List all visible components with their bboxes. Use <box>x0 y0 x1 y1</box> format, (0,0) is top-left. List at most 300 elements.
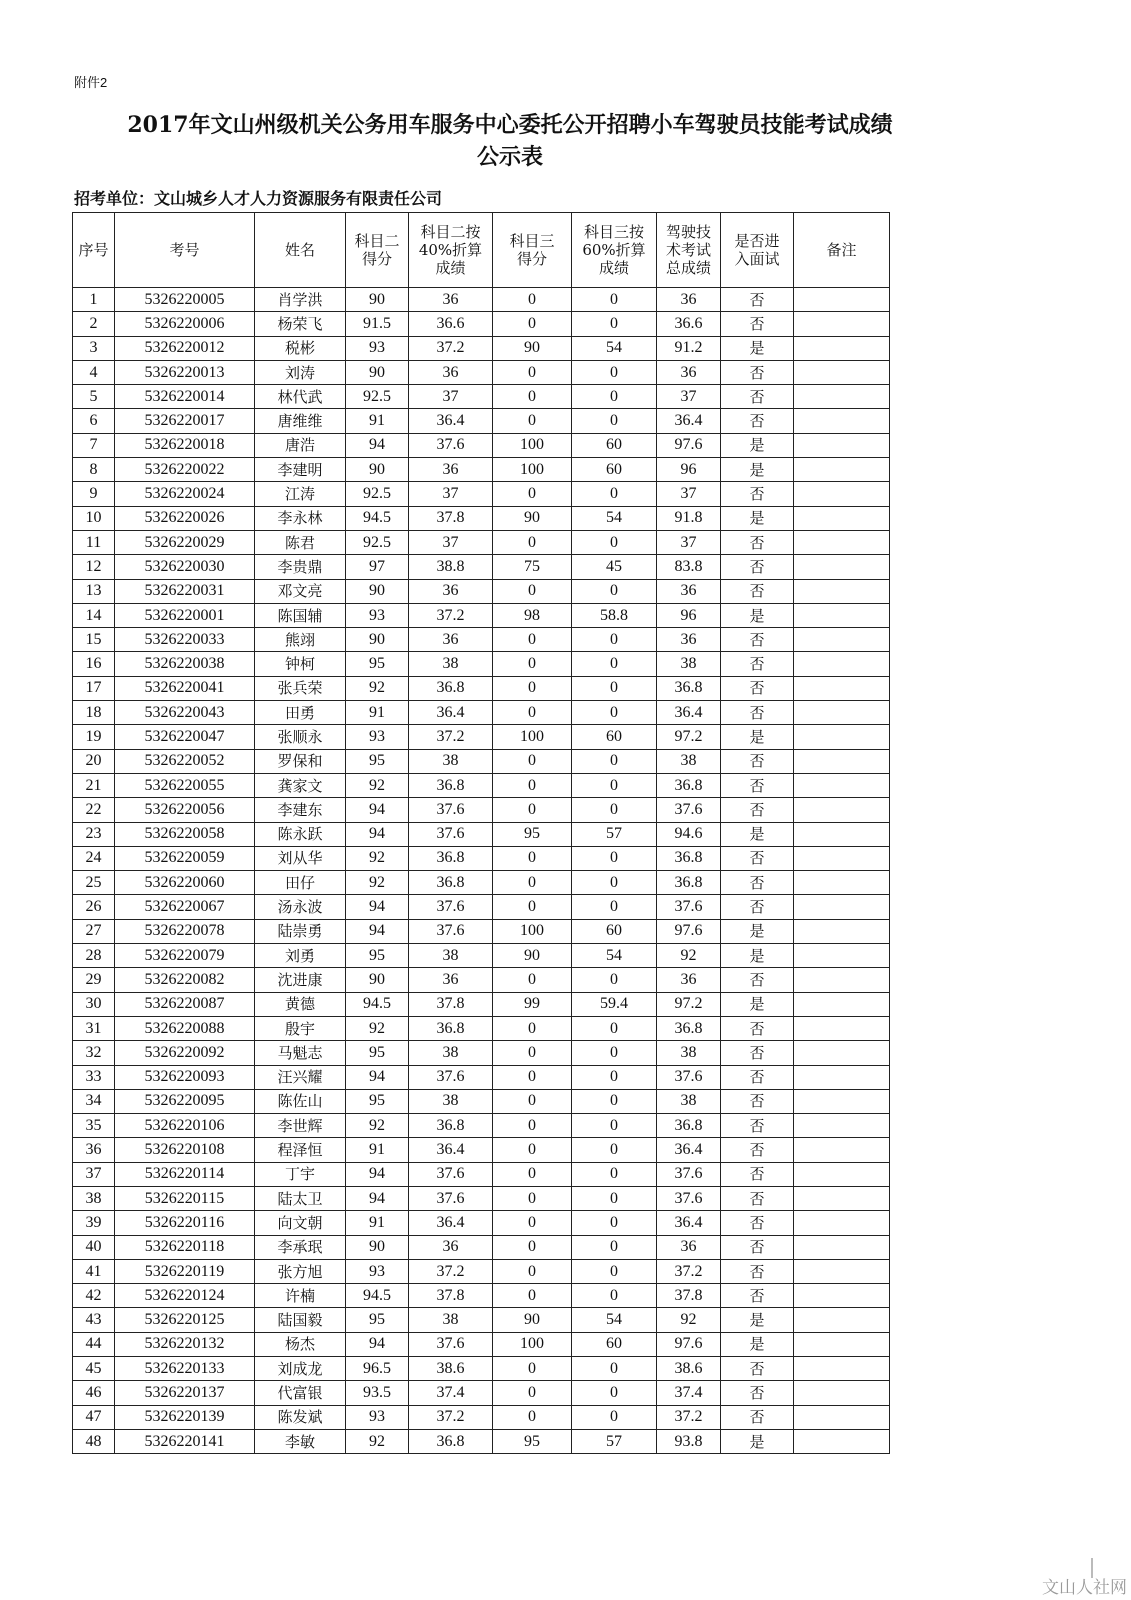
cell-exam-id: 5326220055 <box>115 773 255 797</box>
cell-subject3-score: 0 <box>493 1114 572 1138</box>
cell-interview: 否 <box>721 1211 794 1235</box>
cell-index: 18 <box>73 701 115 725</box>
cell-name: 李承珉 <box>255 1235 346 1259</box>
cell-subject3-weighted: 0 <box>572 1065 657 1089</box>
cell-index: 42 <box>73 1284 115 1308</box>
cell-subject2-weighted: 36.8 <box>409 773 493 797</box>
cell-interview: 否 <box>721 312 794 336</box>
table-row <box>73 992 890 1016</box>
cell-remarks <box>794 1381 890 1405</box>
cell-remarks <box>794 1284 890 1308</box>
header-subject2-score <box>346 213 409 288</box>
cell-interview: 是 <box>721 336 794 360</box>
cell-remarks <box>794 1162 890 1186</box>
cell-name: 黄德 <box>255 992 346 1016</box>
cell-interview: 是 <box>721 458 794 482</box>
cell-subject3-score: 0 <box>493 530 572 554</box>
cell-exam-id: 5326220026 <box>115 506 255 530</box>
cell-subject3-weighted: 0 <box>572 530 657 554</box>
cell-subject3-weighted: 60 <box>572 458 657 482</box>
cell-subject3-score: 0 <box>493 1211 572 1235</box>
cell-name: 龚家文 <box>255 773 346 797</box>
cell-total-score: 83.8 <box>657 555 721 579</box>
cell-subject2-weighted: 36 <box>409 1235 493 1259</box>
cell-subject2-score: 95 <box>346 652 409 676</box>
cell-subject3-weighted: 57 <box>572 1429 657 1453</box>
header-subject3-score <box>493 213 572 288</box>
cell-subject3-score: 100 <box>493 433 572 457</box>
cell-subject2-score: 90 <box>346 360 409 384</box>
document-subtitle: 公示表 <box>476 144 543 170</box>
table-row <box>73 773 890 797</box>
table-row <box>73 1405 890 1429</box>
cell-subject3-score: 0 <box>493 360 572 384</box>
cell-name: 陈永跃 <box>255 822 346 846</box>
cell-remarks <box>794 1089 890 1113</box>
cell-index: 44 <box>73 1332 115 1356</box>
cell-subject3-score: 98 <box>493 603 572 627</box>
cell-subject2-weighted: 36 <box>409 628 493 652</box>
cell-index: 26 <box>73 895 115 919</box>
cell-subject2-weighted: 38 <box>409 749 493 773</box>
cell-subject3-score: 0 <box>493 288 572 312</box>
attachment-label: 附件2 <box>74 75 108 90</box>
cell-index: 30 <box>73 992 115 1016</box>
cell-subject3-score: 99 <box>493 992 572 1016</box>
cell-subject2-weighted: 38.6 <box>409 1357 493 1381</box>
cell-remarks <box>794 822 890 846</box>
cell-index: 27 <box>73 919 115 943</box>
cell-index: 28 <box>73 944 115 968</box>
cell-subject3-score: 90 <box>493 1308 572 1332</box>
cell-subject2-score: 95 <box>346 944 409 968</box>
header-label: 科目二按40%折算成绩 <box>418 223 483 277</box>
cell-total-score: 37.6 <box>657 1065 721 1089</box>
header-label: 科目三得分 <box>509 232 555 268</box>
cell-subject2-weighted: 36.8 <box>409 1429 493 1453</box>
cell-remarks <box>794 798 890 822</box>
watermark: 文山人社网 <box>1042 1578 1127 1598</box>
cell-index: 4 <box>73 360 115 384</box>
cell-interview: 否 <box>721 555 794 579</box>
cell-subject3-weighted: 0 <box>572 385 657 409</box>
cell-subject2-weighted: 37.2 <box>409 1259 493 1283</box>
cell-exam-id: 5326220118 <box>115 1235 255 1259</box>
table-row <box>73 1041 890 1065</box>
cell-subject3-weighted: 0 <box>572 1138 657 1162</box>
cell-index: 14 <box>73 603 115 627</box>
cell-subject3-score: 0 <box>493 1065 572 1089</box>
cell-subject3-weighted: 0 <box>572 1235 657 1259</box>
cell-interview: 否 <box>721 1138 794 1162</box>
table-row <box>73 1162 890 1186</box>
cell-subject2-weighted: 37.8 <box>409 1284 493 1308</box>
cell-name: 张兵荣 <box>255 676 346 700</box>
cell-remarks <box>794 773 890 797</box>
cell-subject2-score: 97 <box>346 555 409 579</box>
cell-subject2-weighted: 38 <box>409 944 493 968</box>
cell-subject3-score: 0 <box>493 628 572 652</box>
cell-subject2-weighted: 37.4 <box>409 1381 493 1405</box>
cell-subject2-score: 95 <box>346 749 409 773</box>
cell-remarks <box>794 482 890 506</box>
cell-interview: 否 <box>721 1065 794 1089</box>
cell-subject2-score: 93 <box>346 603 409 627</box>
cell-total-score: 37.6 <box>657 895 721 919</box>
cell-subject3-weighted: 0 <box>572 1259 657 1283</box>
cell-name: 刘从华 <box>255 846 346 870</box>
cell-subject2-weighted: 37 <box>409 385 493 409</box>
cell-exam-id: 5326220106 <box>115 1114 255 1138</box>
cell-total-score: 36.8 <box>657 1114 721 1138</box>
cell-interview: 否 <box>721 409 794 433</box>
cell-remarks <box>794 409 890 433</box>
table-row <box>73 725 890 749</box>
cell-subject3-score: 0 <box>493 1186 572 1210</box>
cell-index: 17 <box>73 676 115 700</box>
cell-subject3-weighted: 0 <box>572 1162 657 1186</box>
cell-total-score: 36.4 <box>657 1138 721 1162</box>
cell-total-score: 36.4 <box>657 409 721 433</box>
cell-subject3-score: 100 <box>493 919 572 943</box>
table-row <box>73 676 890 700</box>
cell-index: 16 <box>73 652 115 676</box>
cell-exam-id: 5326220001 <box>115 603 255 627</box>
cell-name: 陆国毅 <box>255 1308 346 1332</box>
cell-index: 2 <box>73 312 115 336</box>
cell-subject3-score: 0 <box>493 676 572 700</box>
cell-total-score: 36.8 <box>657 871 721 895</box>
table-row <box>73 944 890 968</box>
cell-remarks <box>794 336 890 360</box>
cell-subject3-score: 0 <box>493 579 572 603</box>
cell-name: 李贵鼎 <box>255 555 346 579</box>
cell-interview: 否 <box>721 846 794 870</box>
cell-subject2-score: 91 <box>346 1211 409 1235</box>
cell-exam-id: 5326220059 <box>115 846 255 870</box>
cell-total-score: 96 <box>657 603 721 627</box>
cell-exam-id: 5326220139 <box>115 1405 255 1429</box>
cell-exam-id: 5326220047 <box>115 725 255 749</box>
cell-subject3-weighted: 0 <box>572 701 657 725</box>
cell-subject2-score: 91 <box>346 409 409 433</box>
cell-index: 38 <box>73 1186 115 1210</box>
header-exam-id <box>115 213 255 288</box>
cell-total-score: 37.6 <box>657 1186 721 1210</box>
cell-subject2-score: 92 <box>346 1114 409 1138</box>
cell-name: 税彬 <box>255 336 346 360</box>
cell-subject2-weighted: 38.8 <box>409 555 493 579</box>
cell-subject2-score: 92 <box>346 773 409 797</box>
cell-name: 汪兴耀 <box>255 1065 346 1089</box>
cell-name: 陆太卫 <box>255 1186 346 1210</box>
cell-subject2-score: 90 <box>346 288 409 312</box>
cell-total-score: 38 <box>657 1041 721 1065</box>
cell-subject2-score: 90 <box>346 628 409 652</box>
cell-exam-id: 5326220124 <box>115 1284 255 1308</box>
cell-total-score: 92 <box>657 1308 721 1332</box>
cell-interview: 是 <box>721 1332 794 1356</box>
cell-exam-id: 5326220092 <box>115 1041 255 1065</box>
cell-interview: 是 <box>721 433 794 457</box>
table-row <box>73 798 890 822</box>
cell-subject2-weighted: 36 <box>409 288 493 312</box>
header-label: 姓名 <box>284 241 315 259</box>
header-label: 科目二得分 <box>354 232 400 268</box>
cell-total-score: 36.8 <box>657 1016 721 1040</box>
cell-name: 唐浩 <box>255 433 346 457</box>
cell-remarks <box>794 1186 890 1210</box>
cell-index: 12 <box>73 555 115 579</box>
header-label: 是否进入面试 <box>734 232 780 268</box>
table-row <box>73 1211 890 1235</box>
cell-total-score: 36.6 <box>657 312 721 336</box>
cell-subject2-score: 92 <box>346 1429 409 1453</box>
cell-index: 21 <box>73 773 115 797</box>
cell-interview: 否 <box>721 773 794 797</box>
table-row <box>73 1138 890 1162</box>
table-row <box>73 1308 890 1332</box>
cell-subject3-score: 75 <box>493 555 572 579</box>
cell-remarks <box>794 555 890 579</box>
cell-remarks <box>794 1065 890 1089</box>
cell-total-score: 97.6 <box>657 433 721 457</box>
cell-index: 47 <box>73 1405 115 1429</box>
cell-subject3-weighted: 0 <box>572 1114 657 1138</box>
cell-subject3-weighted: 60 <box>572 433 657 457</box>
cell-subject2-score: 93 <box>346 336 409 360</box>
cell-subject2-score: 94.5 <box>346 992 409 1016</box>
cell-exam-id: 5326220093 <box>115 1065 255 1089</box>
cell-index: 39 <box>73 1211 115 1235</box>
cell-subject2-weighted: 37.8 <box>409 506 493 530</box>
cell-subject2-score: 94 <box>346 895 409 919</box>
cell-name: 向文朝 <box>255 1211 346 1235</box>
cell-subject3-weighted: 0 <box>572 1381 657 1405</box>
cell-name: 李建东 <box>255 798 346 822</box>
cell-subject3-score: 0 <box>493 1405 572 1429</box>
cell-total-score: 38 <box>657 749 721 773</box>
cell-subject2-score: 96.5 <box>346 1357 409 1381</box>
table-row <box>73 968 890 992</box>
cell-index: 36 <box>73 1138 115 1162</box>
cell-subject2-score: 92.5 <box>346 530 409 554</box>
cell-interview: 是 <box>721 1308 794 1332</box>
cell-total-score: 97.6 <box>657 1332 721 1356</box>
cell-subject3-weighted: 0 <box>572 871 657 895</box>
cell-subject3-weighted: 0 <box>572 288 657 312</box>
cell-subject2-weighted: 37.2 <box>409 336 493 360</box>
table-row <box>73 506 890 530</box>
cell-subject2-weighted: 38 <box>409 1089 493 1113</box>
cell-subject3-weighted: 0 <box>572 895 657 919</box>
cell-interview: 否 <box>721 1089 794 1113</box>
cell-subject3-score: 90 <box>493 336 572 360</box>
cell-index: 20 <box>73 749 115 773</box>
cell-remarks <box>794 458 890 482</box>
cell-index: 43 <box>73 1308 115 1332</box>
cell-interview: 是 <box>721 822 794 846</box>
cell-subject3-weighted: 0 <box>572 1284 657 1308</box>
cell-name: 江涛 <box>255 482 346 506</box>
cell-subject3-score: 0 <box>493 652 572 676</box>
cell-subject3-weighted: 0 <box>572 676 657 700</box>
cell-subject3-weighted: 0 <box>572 1041 657 1065</box>
table-row <box>73 409 890 433</box>
cell-interview: 否 <box>721 579 794 603</box>
cell-subject2-weighted: 37.6 <box>409 433 493 457</box>
cell-subject2-weighted: 38 <box>409 1041 493 1065</box>
cell-exam-id: 5326220108 <box>115 1138 255 1162</box>
header-remarks <box>794 213 890 288</box>
cell-remarks <box>794 968 890 992</box>
cell-exam-id: 5326220115 <box>115 1186 255 1210</box>
cell-index: 11 <box>73 530 115 554</box>
cell-remarks <box>794 676 890 700</box>
cell-subject2-score: 91 <box>346 701 409 725</box>
cell-subject2-score: 95 <box>346 1089 409 1113</box>
cell-subject3-weighted: 0 <box>572 652 657 676</box>
cell-subject3-weighted: 0 <box>572 1211 657 1235</box>
cell-total-score: 97.2 <box>657 992 721 1016</box>
cell-total-score: 36.8 <box>657 846 721 870</box>
cell-subject2-score: 91 <box>346 1138 409 1162</box>
cell-exam-id: 5326220022 <box>115 458 255 482</box>
cell-remarks <box>794 530 890 554</box>
table-row <box>73 652 890 676</box>
cell-index: 35 <box>73 1114 115 1138</box>
cell-interview: 否 <box>721 1186 794 1210</box>
table-row <box>73 1357 890 1381</box>
cell-exam-id: 5326220013 <box>115 360 255 384</box>
cell-index: 5 <box>73 385 115 409</box>
cell-exam-id: 5326220038 <box>115 652 255 676</box>
cell-name: 田仔 <box>255 871 346 895</box>
cell-subject2-score: 90 <box>346 968 409 992</box>
header-label: 序号 <box>78 241 109 259</box>
header-total-score <box>657 213 721 288</box>
cell-index: 19 <box>73 725 115 749</box>
header-name <box>255 213 346 288</box>
cell-subject3-weighted: 0 <box>572 579 657 603</box>
cell-remarks <box>794 1259 890 1283</box>
cell-subject2-weighted: 37.6 <box>409 822 493 846</box>
cell-subject3-weighted: 45 <box>572 555 657 579</box>
cell-exam-id: 5326220043 <box>115 701 255 725</box>
cell-exam-id: 5326220088 <box>115 1016 255 1040</box>
cell-subject2-score: 90 <box>346 579 409 603</box>
cell-remarks <box>794 652 890 676</box>
cell-name: 罗保和 <box>255 749 346 773</box>
cell-exam-id: 5326220033 <box>115 628 255 652</box>
cell-subject2-score: 94.5 <box>346 506 409 530</box>
cell-name: 杨杰 <box>255 1332 346 1356</box>
table-row <box>73 628 890 652</box>
cell-subject3-score: 0 <box>493 846 572 870</box>
cell-index: 31 <box>73 1016 115 1040</box>
cell-index: 22 <box>73 798 115 822</box>
cell-subject2-weighted: 37.2 <box>409 1405 493 1429</box>
cell-index: 34 <box>73 1089 115 1113</box>
cell-subject3-weighted: 60 <box>572 1332 657 1356</box>
cell-subject3-score: 0 <box>493 1016 572 1040</box>
cell-subject3-score: 0 <box>493 1284 572 1308</box>
cell-remarks <box>794 1016 890 1040</box>
cell-name: 肖学洪 <box>255 288 346 312</box>
cell-subject3-score: 0 <box>493 1138 572 1162</box>
cell-subject3-weighted: 0 <box>572 773 657 797</box>
cell-subject3-score: 95 <box>493 1429 572 1453</box>
cell-index: 40 <box>73 1235 115 1259</box>
cell-subject2-weighted: 37.2 <box>409 603 493 627</box>
cell-subject3-score: 100 <box>493 458 572 482</box>
cell-exam-id: 5326220005 <box>115 288 255 312</box>
cell-subject3-score: 95 <box>493 822 572 846</box>
cell-subject2-weighted: 36.8 <box>409 871 493 895</box>
cell-total-score: 38.6 <box>657 1357 721 1381</box>
table-row <box>73 1114 890 1138</box>
cell-index: 24 <box>73 846 115 870</box>
cell-total-score: 37.6 <box>657 798 721 822</box>
table-header-row <box>73 213 890 288</box>
cell-interview: 否 <box>721 1235 794 1259</box>
cell-subject3-score: 0 <box>493 482 572 506</box>
cell-name: 程泽恒 <box>255 1138 346 1162</box>
table-row <box>73 1235 890 1259</box>
cell-index: 8 <box>73 458 115 482</box>
cell-subject2-weighted: 37 <box>409 482 493 506</box>
table-row <box>73 1186 890 1210</box>
table-row <box>73 822 890 846</box>
cell-subject2-score: 92 <box>346 1016 409 1040</box>
cell-name: 邓文亮 <box>255 579 346 603</box>
cell-total-score: 91.8 <box>657 506 721 530</box>
cell-subject3-weighted: 0 <box>572 409 657 433</box>
cell-name: 刘涛 <box>255 360 346 384</box>
cell-exam-id: 5326220017 <box>115 409 255 433</box>
cell-exam-id: 5326220119 <box>115 1259 255 1283</box>
cell-subject2-score: 92.5 <box>346 482 409 506</box>
cell-exam-id: 5326220079 <box>115 944 255 968</box>
cell-subject3-score: 90 <box>493 506 572 530</box>
cell-exam-id: 5326220041 <box>115 676 255 700</box>
table-row <box>73 1332 890 1356</box>
cell-remarks <box>794 1429 890 1453</box>
cell-name: 张顺永 <box>255 725 346 749</box>
cell-exam-id: 5326220087 <box>115 992 255 1016</box>
cell-subject2-weighted: 37 <box>409 530 493 554</box>
cell-total-score: 36.4 <box>657 1211 721 1235</box>
cell-total-score: 94.6 <box>657 822 721 846</box>
cell-name: 张方旭 <box>255 1259 346 1283</box>
cell-subject2-weighted: 36 <box>409 579 493 603</box>
cell-interview: 是 <box>721 944 794 968</box>
table-row <box>73 433 890 457</box>
cell-total-score: 91.2 <box>657 336 721 360</box>
table-row <box>73 1259 890 1283</box>
cell-subject2-weighted: 38 <box>409 1308 493 1332</box>
cell-name: 钟柯 <box>255 652 346 676</box>
cell-name: 沈进康 <box>255 968 346 992</box>
cell-exam-id: 5326220082 <box>115 968 255 992</box>
cell-subject2-score: 93 <box>346 725 409 749</box>
header-label: 科目三按60%折算成绩 <box>582 223 646 277</box>
cell-remarks <box>794 1357 890 1381</box>
document-title: 2017年文山州级机关公务用车服务中心委托公开招聘小车驾驶员技能考试成绩 <box>127 112 893 138</box>
header-label: 考号 <box>169 241 200 259</box>
cell-subject3-score: 0 <box>493 1041 572 1065</box>
cell-subject3-score: 0 <box>493 1162 572 1186</box>
